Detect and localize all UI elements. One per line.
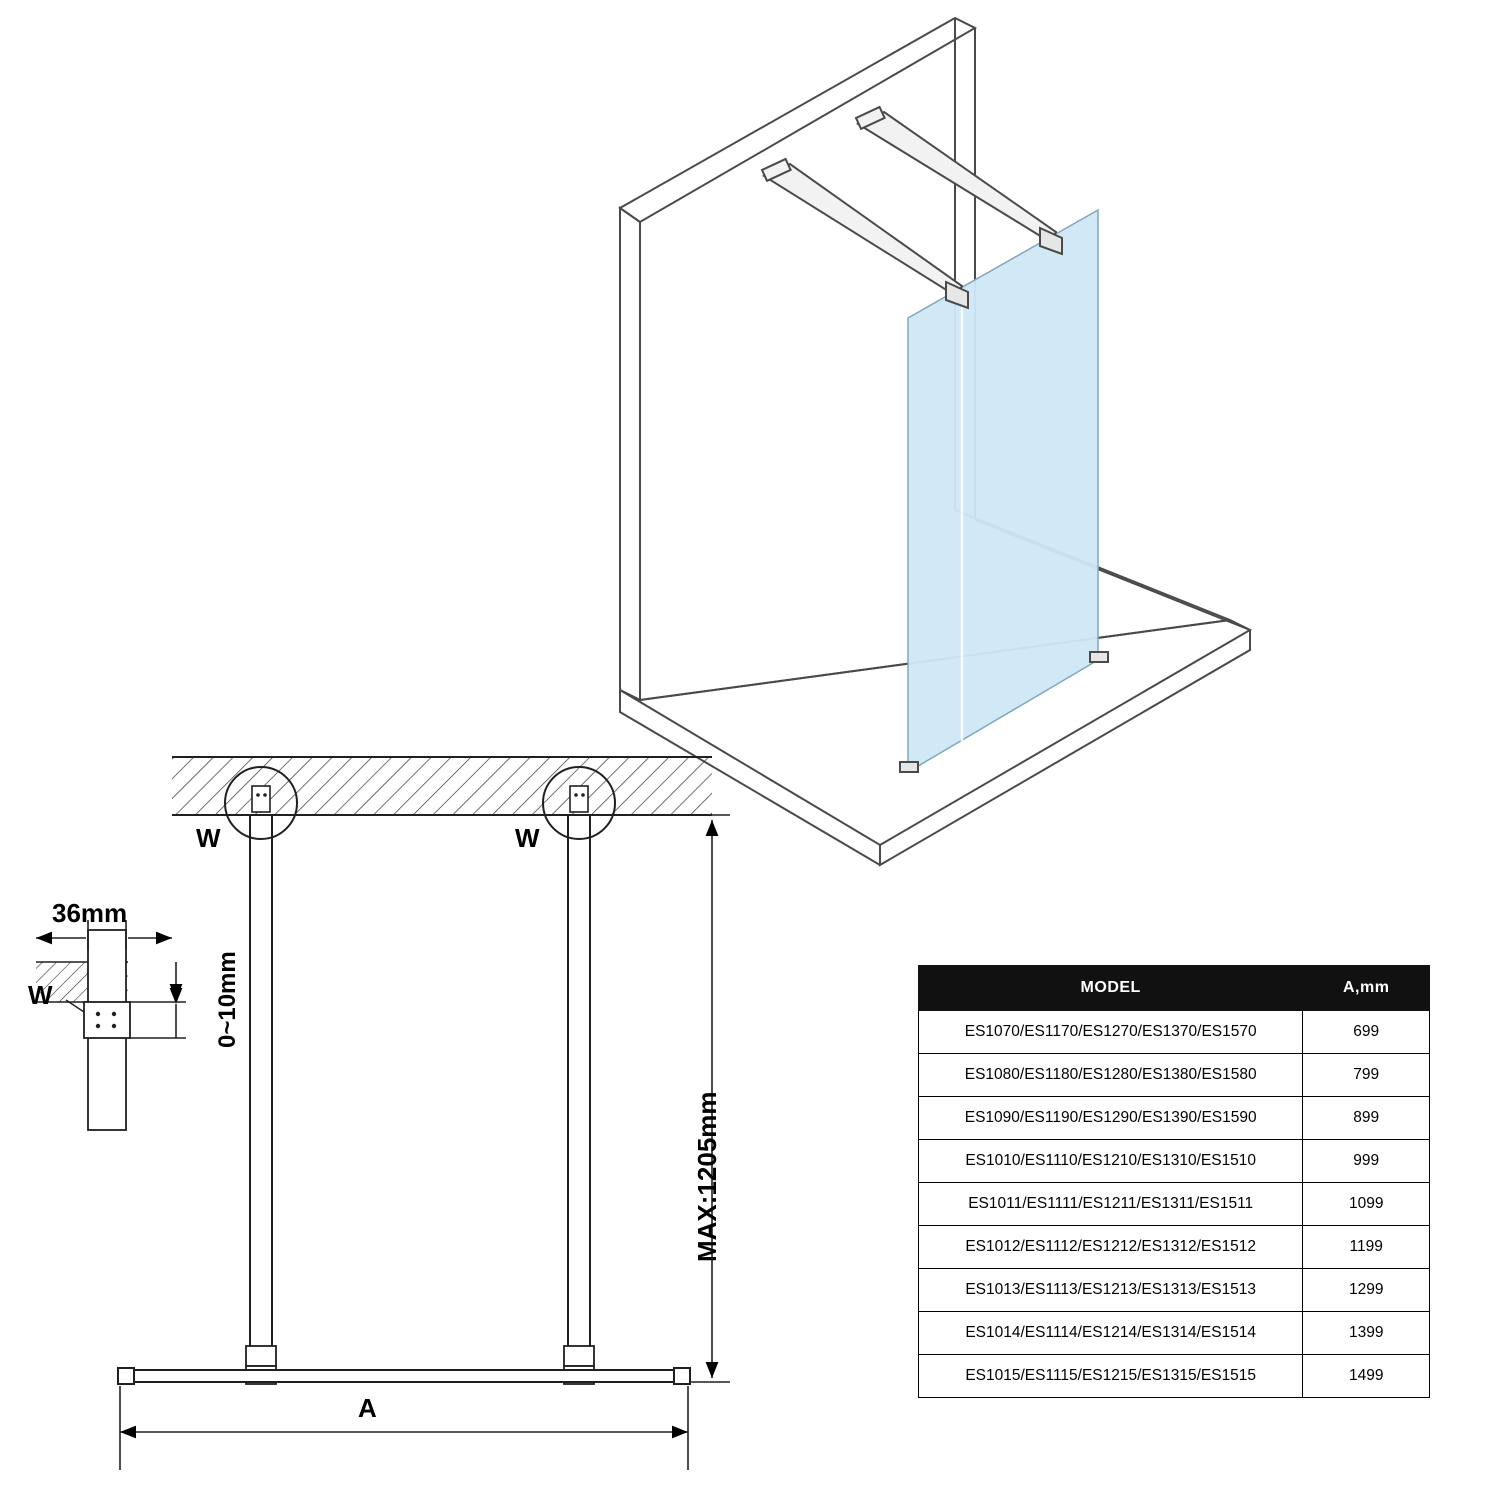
- gap-label: 0~10mm: [214, 951, 241, 1048]
- table-body: [919, 1011, 1430, 1398]
- column-header-a: A,mm: [1303, 966, 1430, 1011]
- table-row: [919, 1140, 1430, 1183]
- model-spec-table: [918, 965, 1430, 1398]
- table-row: [919, 1355, 1430, 1398]
- cell-a: 699: [1303, 1011, 1430, 1054]
- bracket-label-w-2: W: [515, 823, 540, 853]
- thickness-label: 36mm: [52, 898, 128, 928]
- cell-model: ES1013/ES1113/ES1213/ES1313/ES1513: [919, 1269, 1303, 1312]
- cell-model: ES1012/ES1112/ES1212/ES1312/ES1512: [919, 1226, 1303, 1269]
- table-row: [919, 1226, 1430, 1269]
- cell-model: ES1090/ES1190/ES1290/ES1390/ES1590: [919, 1097, 1303, 1140]
- cell-a: 999: [1303, 1140, 1430, 1183]
- column-header-model: MODEL: [919, 966, 1303, 1011]
- cell-a: 1199: [1303, 1226, 1430, 1269]
- bracket-label-w-3: W: [28, 980, 53, 1010]
- table-row: [919, 1054, 1430, 1097]
- cell-model: ES1080/ES1180/ES1280/ES1380/ES1580: [919, 1054, 1303, 1097]
- table-row: [919, 1183, 1430, 1226]
- cell-a: 1399: [1303, 1312, 1430, 1355]
- cell-model: ES1070/ES1170/ES1270/ES1370/ES1570: [919, 1011, 1303, 1054]
- cell-a: 1099: [1303, 1183, 1430, 1226]
- table-row: [919, 1269, 1430, 1312]
- width-label-a: A: [358, 1393, 377, 1423]
- max-height-label: MAX:1205mm: [692, 1091, 722, 1262]
- table-header-row: [919, 966, 1430, 1011]
- cell-a: 899: [1303, 1097, 1430, 1140]
- cell-model: ES1014/ES1114/ES1214/ES1314/ES1514: [919, 1312, 1303, 1355]
- cell-model: ES1011/ES1111/ES1211/ES1311/ES1511: [919, 1183, 1303, 1226]
- table-row: [919, 1011, 1430, 1054]
- table-row: [919, 1097, 1430, 1140]
- cell-a: 799: [1303, 1054, 1430, 1097]
- cell-a: 1499: [1303, 1355, 1430, 1398]
- cell-model: ES1015/ES1115/ES1215/ES1315/ES1515: [919, 1355, 1303, 1398]
- bracket-label-w-1: W: [196, 823, 221, 853]
- table-row: [919, 1312, 1430, 1355]
- cell-model: ES1010/ES1110/ES1210/ES1310/ES1510: [919, 1140, 1303, 1183]
- cell-a: 1299: [1303, 1269, 1430, 1312]
